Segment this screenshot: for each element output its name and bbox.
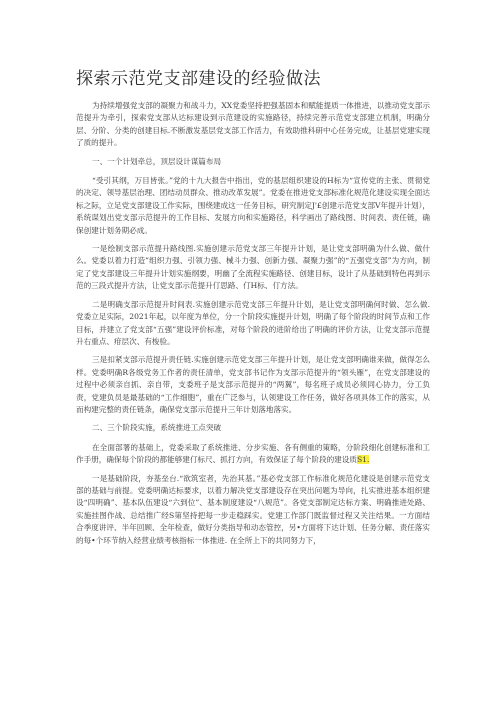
body-paragraph <box>76 442 430 467</box>
document-title: 探索示范党支部建设的经验做法 <box>76 69 321 89</box>
document-body <box>76 100 430 553</box>
body-paragraph: “受引其纲，万目皆张。”党的十九大报告中指出，党的基层组织建设的H标为“宣传党的主张、贯彻党的决定、领导基层治理、团结动员群众、推动改革发展”。党委在推进党支部标准化规范化建设实现全面达标之际，立足党支部建设工作实际，围绕建成这一任务目标，研究制定J'£创建示范党支部V年提升计划），系统谋划出党支部示范提升的工作目标、发展方向和实施路径，科学画出了路线图、时间表、责任链，确保创建计划务期必成。 <box>76 176 430 235</box>
body-paragraph: 一是绘制支部示范提升路线图.实施创建示范党支部三年提升计划，是让党支部明确为什么做、做什么。党委以着力打造”组织力强、引领力强、械斗力强、创新力强、凝聚力强”的“五强党支部”为方向，制定了党支部建设三年提升计划实施纲要，明幽了全流程实施路径、创建目标，设计了从基础到特色再到示范的三段式提升方法，让党支部示范提升仃思路、仃H标、仃方法。 <box>76 244 430 291</box>
body-paragraph: 二是明确支部示范提升时间表.实施创建示范党支部三年提升计划，是让党支部明确何时做、怎么做.党委立足实际，2021年起，以年度为单位，分一个阶段实施提升计划，明确了每个阶段的时间节点和工作目标，并建立了党支部“五强”建设评价标准，对每个阶段的进阶给出了明确的评价方法，让党支部示范提升右重点、疳层次、有梭验。 <box>76 299 430 346</box>
section-heading-1: 一、一个计划牵总，顶层设计谋篇布局 <box>92 156 222 166</box>
intro-paragraph: 为持续增强党支部的凝聚力和战斗力，XX党委坚持把强基固本和赋能提质一体推进，以推动党支部示范提升为牵引，探索党支部从达标建设到示范建设的实施路径，持续完善示范党支部建立机制，明确分层、分阶、分类的创建目标.不断激发基层党支部工作活力，有效助推科研中心任务完成，让基层党建实现了质的提升。 <box>76 101 430 148</box>
paragraph-text: 在全面部署的基础上，党委采取了系统推进、分步实施、各有侧重的策略，分阶段细化创建标准和工作手册，确保每个阶段的都能够建仃标尺、抓打方向，有效保证了每个阶段的建设质 <box>76 442 430 465</box>
body-paragraph: 三是扣紧支部示范提升责任链.实施创建示范党支部三年提升计划，是让党支部明确谁来做，做得怎么样。党委明确R各级党务工作者的责任清单，党支部书记作为支部示范提升的“领头雁”，在党支部建设的过程中必须亲自抓、亲自带，支委班子是支部示范提升的“两翼”，每名班子成员必须同心协力，分工负责，党建负员是最基础的“工作细胞”，重在广泛参与，认领建设工作任务，做好各项具体工作的落实，从而构建完整的责任链条，确保党支部示范提升三年计划落地落实。 <box>76 355 430 414</box>
highlighted-text: S1. <box>356 455 370 465</box>
body-paragraph: 一是基础阶段，夯基垒台.“欲筑室者，先治其基。”基必党支部工作标准化规范化建设是创建示范党支部的基础与前提。党委明确达标要求，以着力解决党支部建设存在突出问题为导向，扎实推进基本组织建设“四明确”、基本队伍建设“六到位”、基本制度建设“八规范”。各党支部制定达标方案、明确推进处路、实施挂图作战、总结推广经S第坚持把每一步走稳踩实。党建工作部门既监督过程又关注结果。一方面结合季度讲评、半年回顾、全年检查，做好分类指导和动态管控，另•方面将下达计划、任务分解、责任落实的每•个环节纳入经营业绩考核指标一体推进. 在全所上下的共同努力下， <box>76 473 430 545</box>
section-heading-2: 二、三个阶段实施，系统推进工点突破 <box>92 423 222 433</box>
